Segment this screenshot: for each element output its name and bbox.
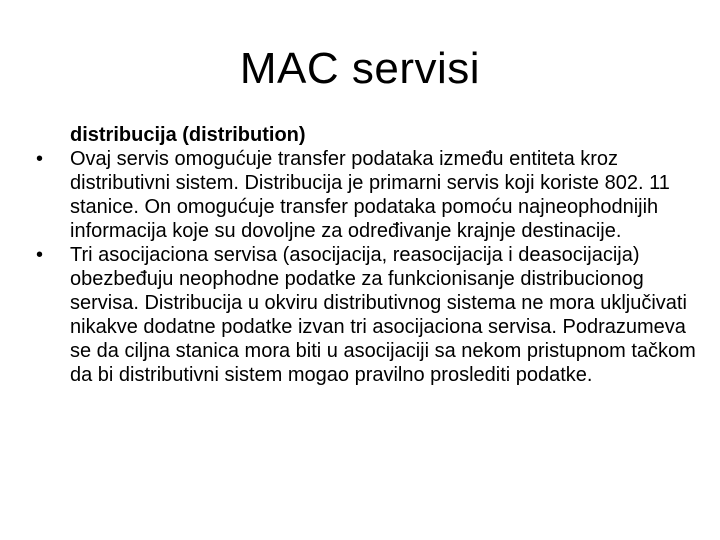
bullet-text: Ovaj servis omogućuje transfer podataka između entiteta kroz distributivni sistem. Distribucija je primarni servis koji koriste 802. 11 stanice. On omogućuje transfer podataka pomoću najneophodnijih informacija koje su dovoljne za određivanje krajnje destinacije. [70,148,670,242]
slide-title: MAC servisi [239,44,481,93]
section-subheading: distribucija (distribution) [70,124,306,146]
bullet-icon: • [36,244,44,266]
bullet-item [36,147,696,243]
bullet-item [36,243,696,387]
bullet-icon: • [36,148,44,170]
slide-body [36,123,696,387]
bullet-text: Tri asocijaciona servisa (asocijacija, reasocijacija i deasocijacija) obezbeđuju neophodne podatke za funkcionisanje distribucionog servisa. Distribucija u okviru distributivnog sistema ne mora uključivati nikakve dodatne podatke izvan tri asocijaciona servisa. Podrazumeva se da ciljna stanica mora biti u asocijaciji sa nekom pristupnom tačkom da bi distributivni sistem mogao pravilno proslediti podatke. [70,244,696,386]
